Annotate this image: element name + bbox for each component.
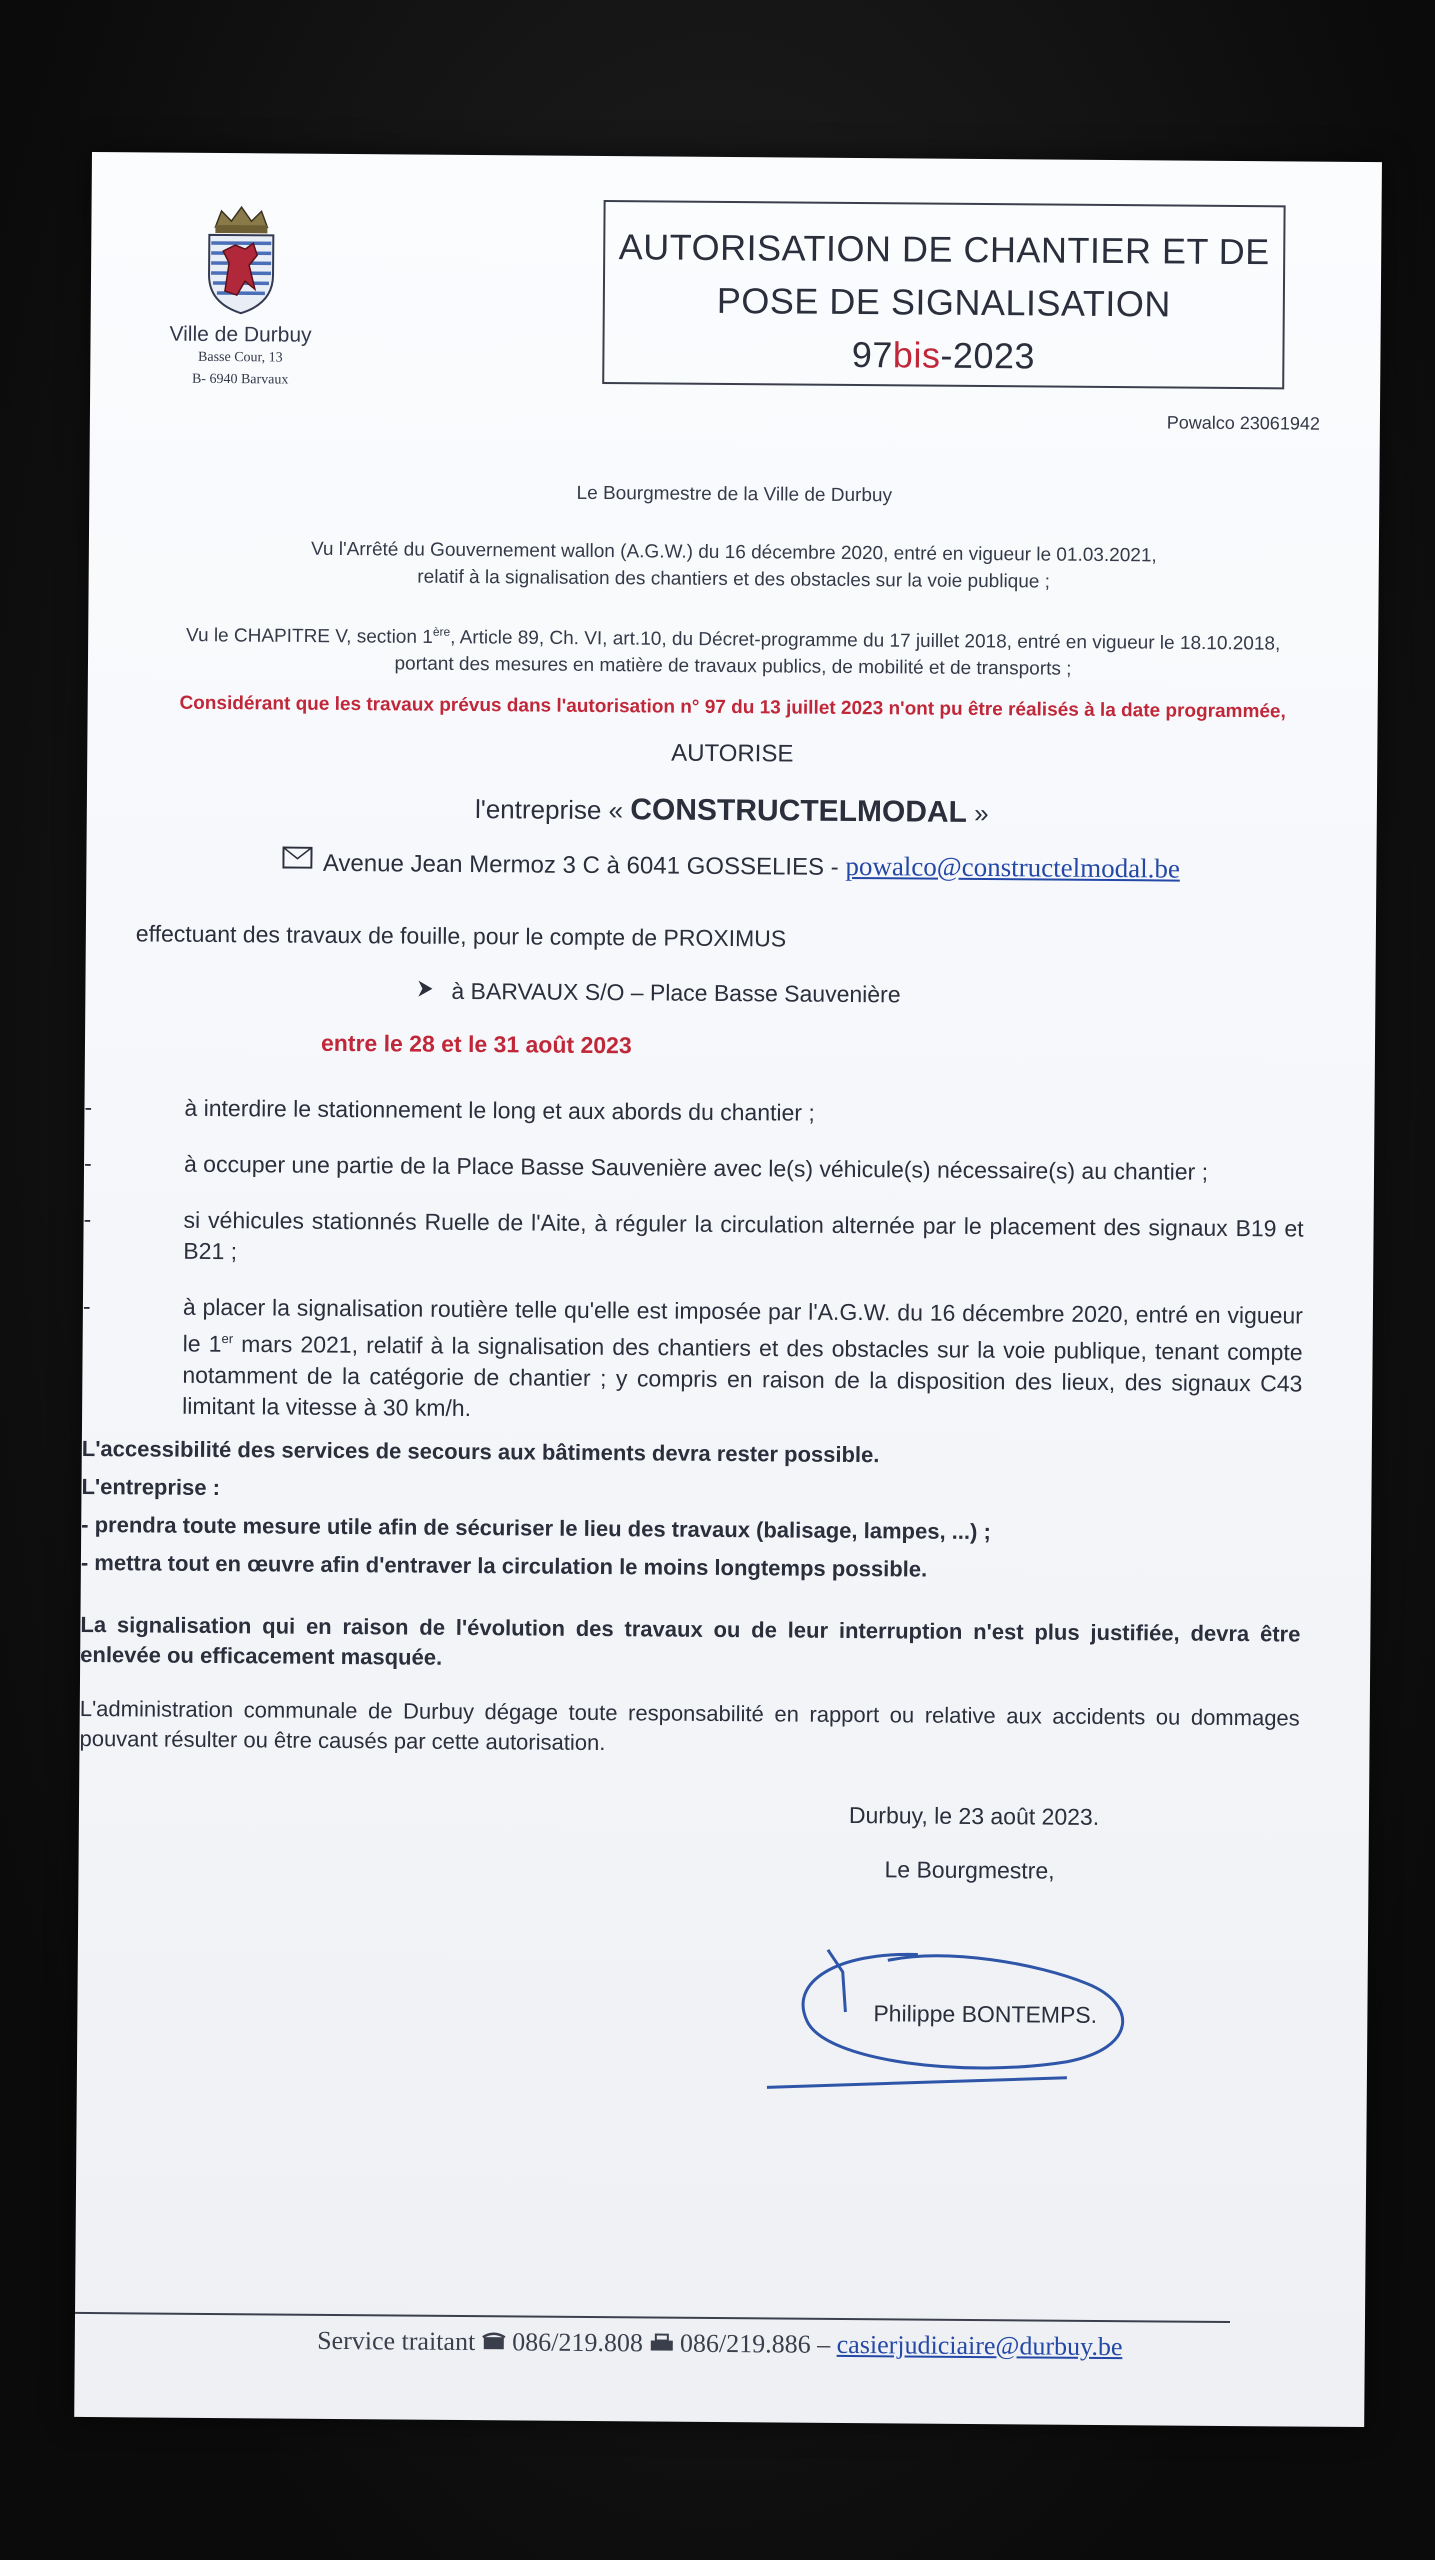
powalco-reference: Powalco 23061942 (1166, 412, 1320, 434)
bullet4-post: mars 2021, relatif à la signalisation des chantiers et des obstacles sur la voie publique, tenant compte notamment de la catégorie de chantier ; y compris en raison de la disposition des lieux, des signaux C43 limitant la vitesse à 30 km/h. (182, 1330, 1303, 1421)
lieu-line (415, 978, 900, 1009)
entreprise-suffix: » (966, 797, 989, 829)
autorise-heading: AUTORISE (671, 739, 794, 768)
crest-icon (201, 203, 282, 316)
signalisation-clause: La signalisation qui en raison de l'évolution des travaux ou de leur interruption n'est plus justifiée, devra être enlevée ou efficacement masquée. (80, 1611, 1301, 1670)
title-line-2: POSE DE SIGNALISATION (716, 279, 1171, 325)
ref-num: 97 (851, 333, 894, 376)
issuer: Le Bourgmestre de la Ville de Durbuy (576, 482, 893, 507)
fax-icon (649, 2333, 673, 2351)
entreprise-name: CONSTRUCTELMODAL (630, 793, 968, 829)
vu-decret-pre: Vu le CHAPITRE V, section 1 (185, 625, 433, 649)
town-logo (169, 203, 312, 392)
bullet-dash: - (82, 1292, 91, 1320)
dates: entre le 28 et le 31 août 2023 (320, 1029, 632, 1059)
bullet-item-3 (83, 1204, 1303, 1276)
footer-email-link[interactable]: casierjudiciaire@durbuy.be (836, 2329, 1123, 2362)
document-sheet (74, 152, 1382, 2427)
footer-tel: 086/219.808 (505, 2327, 650, 2358)
considerant: Considérant que les travaux prévus dans l'autorisation n° 97 du 13 juillet 2023 n'ont pu être réalisés à la date programmée, (179, 692, 1286, 723)
bullet-text: si véhicules stationnés Ruelle de l'Aite, à réguler la circulation alternée par le placement des signaux B19 et B21 ; (183, 1206, 1304, 1265)
lieu-text: à BARVAUX S/O – Place Basse Sauvenière (451, 977, 901, 1008)
entreprise-email-link[interactable]: powalco@constructelmodal.be (845, 850, 1181, 884)
bullet-dash: - (84, 1093, 93, 1121)
footer-divider (75, 2312, 1230, 2323)
arrow-bullet-icon (415, 979, 435, 999)
bullet-list (82, 1092, 1305, 1455)
vu-agw-line-2: relatif à la signalisation des chantiers et des obstacles sur la voie publique ; (417, 566, 1051, 593)
vu-agw (89, 534, 1379, 598)
vu-decret-sup: ère (432, 624, 451, 639)
vu-decret-line-2: portant des mesures en matière de travaux publics, de mobilité et de transports ; (394, 653, 1072, 681)
vu-decret-post: , Article 89, Ch. VI, art.10, du Décret-programme du 17 juillet 2018, entré en vigueur le 18.10.2018, (450, 627, 1281, 655)
bullet-item-2 (84, 1148, 1304, 1189)
town-name: Ville de Durbuy (169, 322, 312, 347)
obligation-1: - prendra toute mesure utile afin de sécuriser le lieu des travaux (balisage, lampes, ...) ; (81, 1511, 991, 1545)
accessibilite: L'accessibilité des services de secours aux bâtiments devra rester possible. (81, 1435, 880, 1468)
bullet4-sup: er (221, 1331, 234, 1347)
footer-fax: 086/219.886 – (673, 2328, 837, 2359)
decharge-clause: L'administration communale de Durbuy dégage toute responsabilité en rapport ou relative aux accidents ou dommages pouvant résulter ou être causés par cette autorisation. (79, 1695, 1300, 1756)
title-line-1: AUTORISATION DE CHANTIER ET DE (618, 226, 1270, 273)
address-text: Avenue Jean Mermoz 3 C à 6041 GOSSELIES - (322, 849, 846, 881)
bullet-item-1 (84, 1092, 1304, 1133)
title-box (602, 200, 1285, 389)
signatory-name: Philippe BONTEMPS. (873, 2000, 1098, 2028)
entreprise-prefix: l'entreprise « (474, 794, 631, 826)
mail-icon (283, 847, 313, 869)
bullet-text: à interdire le stationnement le long et aux abords du chantier ; (184, 1094, 815, 1126)
entreprise-address (86, 845, 1376, 886)
phone-icon (482, 2332, 506, 2350)
bullet4-pre: à placer la signalisation routière telle qu'elle est imposée par l'A.G.W. du 16 décembre 2020, entré en vigueur le 1 (182, 1293, 1304, 1357)
reference-number (604, 326, 1282, 384)
bullet-dash: - (83, 1205, 92, 1233)
signature-date: Durbuy, le 23 août 2023. (848, 1801, 1100, 1830)
travaux-description: effectuant des travaux de fouille, pour le compte de PROXIMUS (135, 920, 787, 952)
bullet-text: à occuper une partie de la Place Basse Sauvenière avec le(s) véhicule(s) nécessaire(s) au chantier ; (183, 1150, 1209, 1185)
ref-year: -2023 (940, 334, 1036, 377)
footer-service: Service traitant (317, 2325, 482, 2357)
footer (75, 2324, 1365, 2364)
bullet-dash: - (83, 1149, 92, 1177)
vu-agw-line-1: Vu l'Arrêté du Gouvernement wallon (A.G.W.) du 16 décembre 2020, entré en vigueur le 01.03.2021, (310, 538, 1157, 567)
entreprise-line (87, 789, 1377, 833)
ref-bis: bis (892, 334, 941, 376)
town-city: B- 6940 Barvaux (191, 371, 289, 388)
bullet-item-4 (82, 1291, 1303, 1430)
vu-decret (88, 616, 1378, 685)
obligation-2: - mettra tout en œuvre afin d'entraver la circulation le moins longtemps possible. (80, 1549, 928, 1582)
signature-role: Le Bourgmestre, (884, 1856, 1055, 1884)
town-street: Basse Cour, 13 (198, 349, 283, 366)
entreprise-label: L'entreprise : (81, 1473, 221, 1501)
